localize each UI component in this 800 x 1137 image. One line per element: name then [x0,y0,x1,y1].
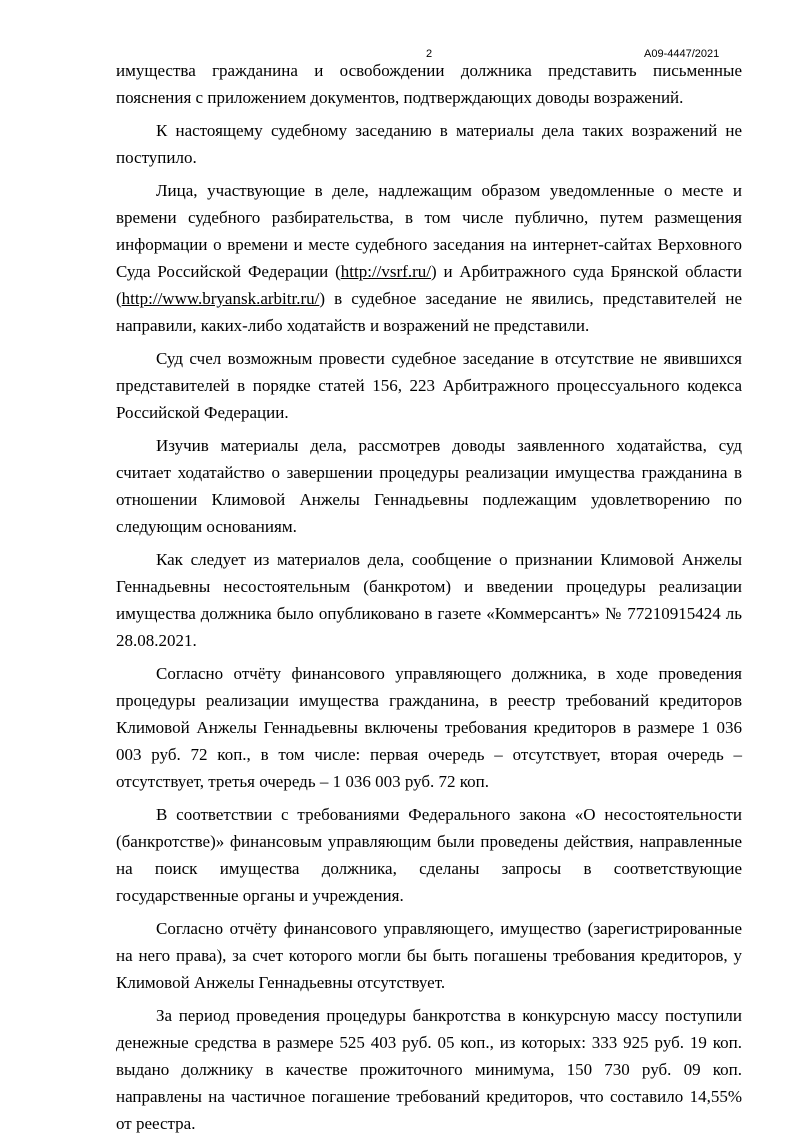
document-body [116,57,742,1137]
paragraph-4: Суд счел возможным провести судебное заседание в отсутствие не явившихся представителей в порядке статей 156, 223 Арбитражного процессуального кодекса Российской Федерации. [116,349,742,422]
paragraph-6: Как следует из материалов дела, сообщение о признании Климовой Анжелы Геннадьевны несостоятельным (банкротом) и введении процедуры реализации имущества должника было опубликовано в газете «Коммерсантъ» № 77210915424 ль 28.08.2021. [116,550,742,650]
paragraph-8: В соответствии с требованиями Федерального закона «О несостоятельности (банкротстве)» финансовым управляющим были проведены действия, направленные на поиск имущества должника, сделаны запросы в соответствующие государственные органы и учреждения. [116,805,742,905]
paragraph-5: Изучив материалы дела, рассмотрев доводы заявленного ходатайства, суд считает ходатайство о завершении процедуры реализации имущества гражданина в отношении Климовой Анжелы Геннадьевны подлежащим удовлетворению по следующим основаниям. [116,436,742,536]
arbitr-link[interactable]: http://www.bryansk.arbitr.ru/ [121,289,320,308]
paragraph-1: имущества гражданина и освобождении должника представить письменные пояснения с приложением документов, подтверждающих доводы возражений. [116,61,742,107]
paragraph-3-text-c: ) в судебное заседание не явились, представителей не направили, каких-либо ходатайств и возражений не представили. [116,289,742,335]
paragraph-2: К настоящему судебному заседанию в материалы дела таких возражений не поступило. [116,121,742,167]
paragraph-3 [116,177,742,339]
paragraph-3-text-b: ) и Арбитражного суда Брянской области ( [116,262,743,308]
paragraph-7: Согласно отчёту финансового управляющего должника, в ходе проведения процедуры реализации имущества гражданина, в реестр требований кредиторов Климовой Анжелы Геннадьевны включены требования кредиторов в размере 1 036 003 руб. 72 коп., в том числе: первая очередь – отсутствует, вторая очередь – отсутствует, третья очередь – 1 036 003 руб. 72 коп. [116,664,742,791]
paragraph-10: За период проведения процедуры банкротства в конкурсную массу поступили денежные средства в размере 525 403 руб. 05 коп., из которых: 333 925 руб. 19 коп. выдано должнику в качестве прожиточного минимума, 150 730 руб. 09 коп. направлены на частичное погашение требований кредиторов, что составило 14,55% от реестра. [116,1006,742,1133]
vsrf-link[interactable]: http://vsrf.ru/ [340,262,431,281]
paragraph-3-text-a: Лица, участвующие в деле, надлежащим образом уведомленные о месте и времени судебного разбирательства, в том числе публично, путем размещения информации о времени и месте судебного заседания на интернет-сайтах Верховного Суда Российской Федерации ( [116,181,742,281]
paragraph-9: Согласно отчёту финансового управляющего, имущество (зарегистрированные на него права), за счет которого могли бы быть погашены требования кредиторов, у Климовой Анжелы Геннадьевны отсутствует. [116,919,742,992]
case-number: А09-4447/2021 [644,48,720,60]
page-number: 2 [426,48,433,60]
